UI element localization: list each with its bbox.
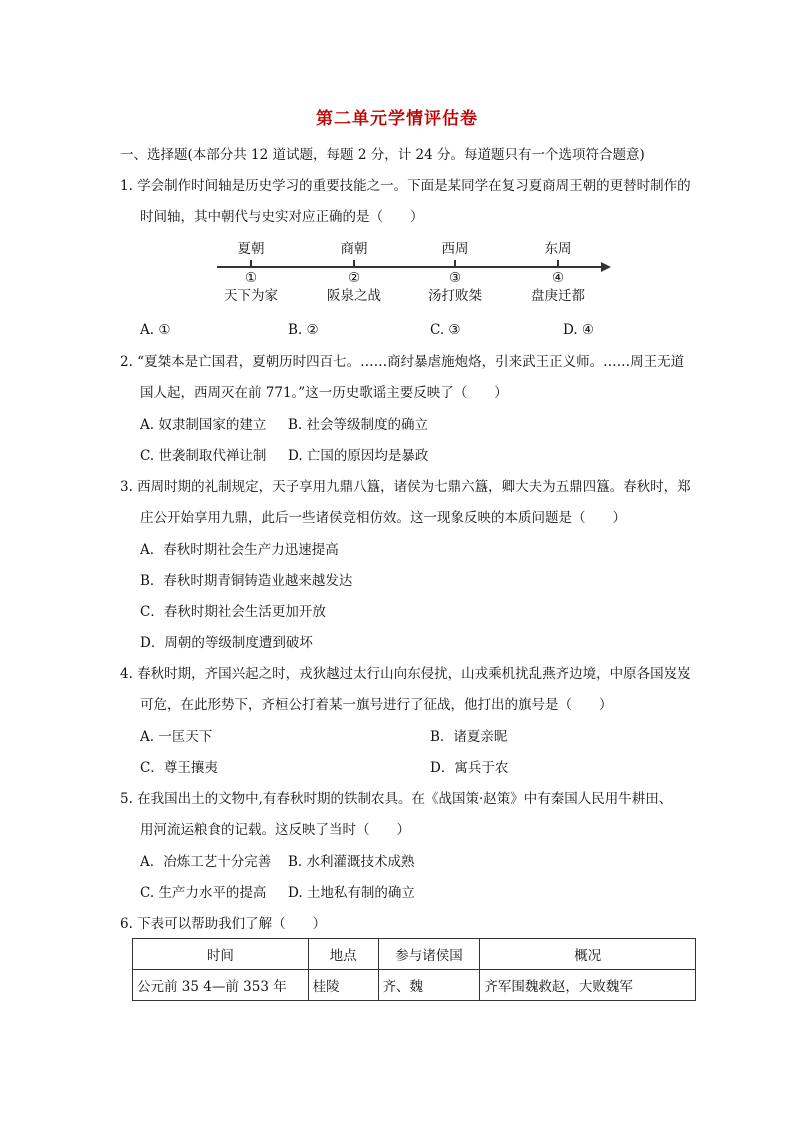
question-3-option-a: A．春秋时期社会生产力迅速提高 <box>140 542 339 558</box>
timeline-dynasty: 夏朝 <box>237 241 265 257</box>
question-2-option-b: B. 社会等级制度的确立 <box>288 417 429 433</box>
question-5-option-d: D. 土地私有制的确立 <box>288 885 415 901</box>
table-cell: 桂陵 <box>308 970 378 1001</box>
question-2-option-a: A. 奴隶制国家的建立 <box>140 417 267 433</box>
table-header-row <box>133 939 696 970</box>
question-2-line-1: 2. “夏桀本是亡国君，夏朝历时四百七。……商纣暴虐施炮烙，引来武王正义师。……周王无道 <box>120 354 685 370</box>
page-title: 第二单元学情评估卷 <box>316 109 478 129</box>
timeline-diagram <box>215 238 615 308</box>
question-4-option-d: D．寓兵于农 <box>430 760 509 776</box>
question-1-option-a: A. ① <box>140 322 171 338</box>
timeline-number: ④ <box>551 270 565 286</box>
events-table <box>132 938 696 1001</box>
timeline-item <box>405 238 505 306</box>
timeline-number: ② <box>347 270 361 286</box>
question-4-option-b: B．诸夏亲昵 <box>430 729 508 745</box>
timeline-number: ③ <box>448 270 462 286</box>
question-1-line-1: 1. 学会制作时间轴是历史学习的重要技能之一。下面是某同学在复习夏商周王朝的更替时制作的 <box>120 178 691 194</box>
question-3-line-1: 3. 西周时期的礼制规定，天子享用九鼎八簋，诸侯为七鼎六簋，卿大夫为五鼎四簋。春秋时，郑 <box>120 479 691 495</box>
question-5-line-2: 用河流运粮食的记载。这反映了当时（ ） <box>140 822 410 838</box>
table-header-cell: 概况 <box>480 939 696 970</box>
question-1-option-b: B. ② <box>288 322 319 338</box>
question-2-line-2: 国人起，西周灭在前 771。”这一历史歌谣主要反映了（ ） <box>140 385 508 401</box>
timeline-event: 阪泉之战 <box>327 288 381 304</box>
question-5-option-a: A．冶炼工艺十分完善 <box>140 854 272 870</box>
timeline-tick <box>557 260 559 266</box>
question-4-option-a: A. 一匡天下 <box>140 729 213 745</box>
timeline-tick <box>353 260 355 266</box>
timeline-item <box>508 238 608 306</box>
table-cell: 齐、魏 <box>378 970 480 1001</box>
question-3-option-c: C．春秋时期社会生活更加开放 <box>140 604 326 620</box>
question-2-option-d: D. 亡国的原因均是暴政 <box>288 448 429 464</box>
timeline-event: 天下为家 <box>224 288 278 304</box>
table-header-cell: 参与诸侯国 <box>378 939 480 970</box>
question-2-option-c: C. 世袭制取代禅让制 <box>140 448 267 464</box>
question-1-option-d: D. ④ <box>563 322 595 338</box>
question-5-option-b: B. 水利灌溉技术成熟 <box>288 854 415 870</box>
timeline-dynasty: 西周 <box>441 241 469 257</box>
timeline-tick <box>454 260 456 266</box>
timeline-event: 汤打败桀 <box>428 288 482 304</box>
timeline-dynasty: 商朝 <box>340 241 368 257</box>
table-cell: 公元前 35 4—前 353 年 <box>133 970 309 1001</box>
question-4-option-c: C．尊王攘夷 <box>140 760 218 776</box>
timeline-number: ① <box>244 270 258 286</box>
question-4-line-1: 4. 春秋时期，齐国兴起之时，戎狄越过太行山向东侵扰，山戎乘机扰乱燕齐边境，中原各国岌岌 <box>120 666 691 682</box>
section-header: 一、选择题(本部分共 12 道试题，每题 2 分，计 24 分。每道题只有一个选项符合题意) <box>120 147 645 163</box>
question-1-option-c: C. ③ <box>430 322 461 338</box>
table-row <box>133 970 696 1001</box>
question-3-option-d: D．周朝的等级制度遭到破坏 <box>140 635 313 651</box>
question-1-line-2: 时间轴，其中朝代与史实对应正确的是（ ） <box>140 209 424 225</box>
question-4-line-2: 可危，在此形势下，齐桓公打着某一旗号进行了征战，他打出的旗号是（ ） <box>140 697 613 713</box>
timeline-event: 盘庚迁都 <box>531 288 585 304</box>
question-6-line-1: 6. 下表可以帮助我们了解（ ） <box>120 916 327 932</box>
table-header-cell: 时间 <box>133 939 309 970</box>
question-3-option-b: B．春秋时期青铜铸造业越来越发达 <box>140 573 353 589</box>
timeline-item <box>304 238 404 306</box>
timeline-dynasty: 东周 <box>544 241 572 257</box>
question-5-option-c: C. 生产力水平的提高 <box>140 885 267 901</box>
question-3-line-2: 庄公开始享用九鼎，此后一些诸侯竞相仿效。这一现象反映的本质问题是（ ） <box>140 510 626 526</box>
question-5-line-1: 5. 在我国出土的文物中,有春秋时期的铁制农具。在《战国策·赵策》中有秦国人民用牛耕田、 <box>120 791 673 807</box>
table-header-cell: 地点 <box>308 939 378 970</box>
table-cell: 齐军围魏救赵，大败魏军 <box>480 970 696 1001</box>
timeline-tick <box>250 260 252 266</box>
timeline-item <box>201 238 301 306</box>
